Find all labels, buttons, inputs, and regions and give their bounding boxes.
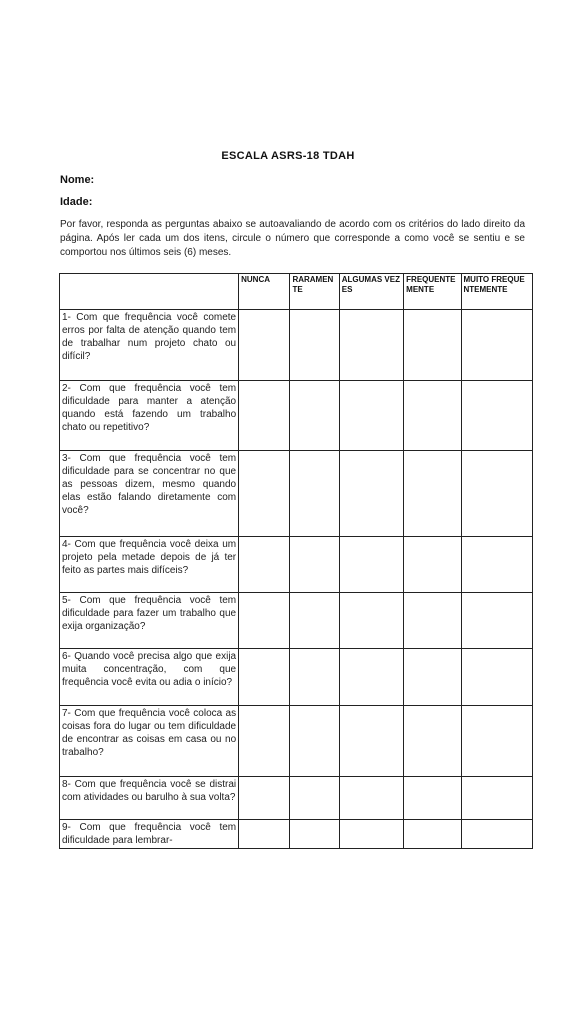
question-text: 5- Com que frequência você tem dificuldade para fazer um trabalho que exija organização? — [60, 593, 239, 649]
answer-cell[interactable] — [461, 593, 532, 649]
question-text: 1- Com que frequência você comete erros por falta de atenção quando tem de trabalhar num projeto chato ou difícil? — [60, 310, 239, 381]
name-label: Nome: — [60, 174, 95, 186]
answer-cell[interactable] — [290, 537, 339, 593]
answer-cell[interactable] — [461, 451, 532, 537]
answer-cell[interactable] — [461, 820, 532, 849]
header-empty-cell — [60, 274, 239, 310]
question-text: 4- Com que frequência você deixa um projeto pela metade depois de já ter feito as partes mais difíceis? — [60, 537, 239, 593]
answer-cell[interactable] — [239, 820, 290, 849]
answer-cell[interactable] — [290, 777, 339, 820]
answer-cell[interactable] — [239, 777, 290, 820]
answer-cell[interactable] — [339, 649, 403, 706]
question-text: 7- Com que frequência você coloca as coisas fora do lugar ou tem dificuldade de encontrar as coisas em casa ou no trabalho? — [60, 706, 239, 777]
document-title: ESCALA ASRS-18 TDAH — [221, 150, 355, 162]
column-header-nunca: NUNCA — [239, 274, 290, 310]
answer-cell[interactable] — [404, 706, 461, 777]
answer-cell[interactable] — [339, 820, 403, 849]
instructions-paragraph: Por favor, responda as perguntas abaixo se autoavaliando de acordo com os critérios do lado direito da página. Após ler cada um dos itens, circule o número que corresponde a como você se sentiu e se comportou nos últimos seis (6) meses. — [60, 219, 525, 258]
answer-cell[interactable] — [404, 649, 461, 706]
answer-cell[interactable] — [290, 381, 339, 451]
answer-cell[interactable] — [339, 706, 403, 777]
answer-cell[interactable] — [239, 451, 290, 537]
question-text: 3- Com que frequência você tem dificuldade para se concentrar no que as pessoas dizem, mesmo quando elas estão falando diretamente com você? — [60, 451, 239, 537]
table-row — [60, 593, 533, 649]
answer-cell[interactable] — [239, 593, 290, 649]
table-row — [60, 451, 533, 537]
question-text: 6- Quando você precisa algo que exija muita concentração, com que frequência você evita ou adia o início? — [60, 649, 239, 706]
answer-cell[interactable] — [290, 593, 339, 649]
question-text: 8- Com que frequência você se distrai com atividades ou barulho à sua volta? — [60, 777, 239, 820]
column-header-algumas-vezes: ALGUMAS VEZES — [339, 274, 403, 310]
answer-cell[interactable] — [339, 777, 403, 820]
answer-cell[interactable] — [404, 381, 461, 451]
table-row — [60, 381, 533, 451]
answer-cell[interactable] — [461, 777, 532, 820]
answer-cell[interactable] — [239, 649, 290, 706]
answer-cell[interactable] — [461, 706, 532, 777]
answer-cell[interactable] — [339, 310, 403, 381]
answer-cell[interactable] — [290, 451, 339, 537]
answer-cell[interactable] — [461, 310, 532, 381]
answer-cell[interactable] — [290, 706, 339, 777]
answer-cell[interactable] — [239, 310, 290, 381]
answer-cell[interactable] — [404, 593, 461, 649]
table-row — [60, 310, 533, 381]
answer-cell[interactable] — [461, 649, 532, 706]
answer-cell[interactable] — [404, 777, 461, 820]
table-row — [60, 537, 533, 593]
answer-cell[interactable] — [404, 537, 461, 593]
answer-cell[interactable] — [404, 310, 461, 381]
answer-cell[interactable] — [461, 537, 532, 593]
answer-cell[interactable] — [404, 451, 461, 537]
answer-cell[interactable] — [461, 381, 532, 451]
table-header-row — [60, 274, 533, 310]
answer-cell[interactable] — [404, 820, 461, 849]
answer-cell[interactable] — [290, 649, 339, 706]
answer-cell[interactable] — [339, 537, 403, 593]
asrs-scale-table — [59, 273, 533, 849]
table-row — [60, 649, 533, 706]
question-text: 9- Com que frequência você tem dificuldade para lembrar- — [60, 820, 239, 849]
column-header-muito-frequentemente: MUITO FREQUENTEMENTE — [461, 274, 532, 310]
question-text: 2- Com que frequência você tem dificuldade para manter a atenção quando está fazendo um trabalho chato ou repetitivo? — [60, 381, 239, 451]
answer-cell[interactable] — [339, 593, 403, 649]
answer-cell[interactable] — [239, 537, 290, 593]
table-row — [60, 777, 533, 820]
age-label: Idade: — [60, 196, 93, 208]
answer-cell[interactable] — [339, 381, 403, 451]
column-header-raramente: RARAMENTE — [290, 274, 339, 310]
answer-cell[interactable] — [339, 451, 403, 537]
answer-cell[interactable] — [290, 310, 339, 381]
answer-cell[interactable] — [290, 820, 339, 849]
table-row — [60, 820, 533, 849]
column-header-frequentemente: FREQUENTEMENTE — [404, 274, 461, 310]
answer-cell[interactable] — [239, 381, 290, 451]
table-row — [60, 706, 533, 777]
answer-cell[interactable] — [239, 706, 290, 777]
